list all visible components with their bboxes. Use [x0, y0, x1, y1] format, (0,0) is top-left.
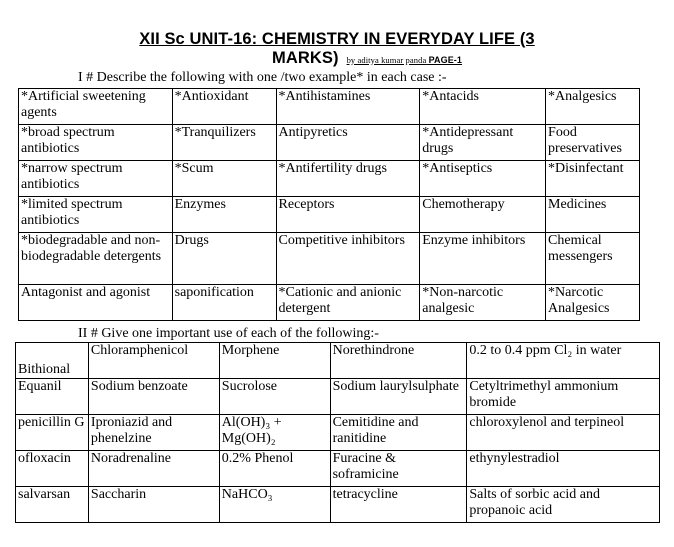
table-cell: NaHCO₃ — [219, 487, 330, 523]
table-cell: tetracycline — [330, 487, 467, 523]
table-cell: Enzymes — [172, 197, 276, 233]
table-cell: Saccharin — [88, 487, 219, 523]
describe-table — [18, 88, 640, 321]
table-cell: *Non-narcotic analgesic — [420, 285, 546, 321]
table-row — [16, 379, 660, 415]
table-cell: Chemotherapy — [420, 197, 546, 233]
table-cell: Cetyltrimethyl ammonium bromide — [467, 379, 660, 415]
table-cell: Sucrolose — [219, 379, 330, 415]
author-credit: by aditya kumar panda — [346, 55, 427, 65]
table-cell: Antipyretics — [276, 125, 420, 161]
table-cell: *Antihistamines — [276, 89, 420, 125]
table-row — [19, 89, 640, 125]
table-cell: *Scum — [172, 161, 276, 197]
table-row — [16, 415, 660, 451]
table-row — [16, 343, 660, 379]
question-2: II # Give one important use of each of the following:- — [78, 326, 379, 341]
table-cell: ethynylestradiol — [467, 451, 660, 487]
table-cell: *Disinfectant — [546, 161, 640, 197]
table-cell: *Antacids — [420, 89, 546, 125]
table-cell: Salts of sorbic acid and propanoic acid — [467, 487, 660, 523]
question-1: I # Describe the following with one /two example* in each case :- — [78, 70, 447, 85]
table-cell: Chloramphenicol — [88, 343, 219, 379]
table-cell: salvarsan — [16, 487, 89, 523]
table-row — [16, 451, 660, 487]
title-line-1: XII Sc UNIT-16: CHEMISTRY IN EVERYDAY LIFE (3 — [139, 30, 535, 48]
table-cell: Competitive inhibitors — [276, 233, 420, 285]
table-row — [19, 197, 640, 233]
table-cell: Cemitidine and ranitidine — [330, 415, 467, 451]
table-row — [16, 487, 660, 523]
table-cell: Equanil — [16, 379, 89, 415]
table-cell: *biodegradable and non-biodegradable detergents — [19, 233, 173, 285]
table-cell: Enzyme inhibitors — [420, 233, 546, 285]
table-cell: ofloxacin — [16, 451, 89, 487]
table-cell: *limited spectrum antibiotics — [19, 197, 173, 233]
table-row — [19, 285, 640, 321]
table-cell: 0.2% Phenol — [219, 451, 330, 487]
table-cell: *Antidepressant drugs — [420, 125, 546, 161]
uses-table — [15, 342, 660, 523]
byline — [347, 55, 462, 65]
table-cell: *Antifertility drugs — [276, 161, 420, 197]
table-row — [19, 233, 640, 285]
table-cell: 0.2 to 0.4 ppm Cl₂ in water — [467, 343, 660, 379]
table-cell: Medicines — [546, 197, 640, 233]
page-number: PAGE-1 — [428, 55, 463, 65]
table-cell: Sodium benzoate — [88, 379, 219, 415]
table-cell: *Antioxidant — [172, 89, 276, 125]
table-cell: chloroxylenol and terpineol — [467, 415, 660, 451]
table-cell: Food preservatives — [546, 125, 640, 161]
table-cell: Drugs — [172, 233, 276, 285]
table-row — [19, 161, 640, 197]
table-cell: Morphene — [219, 343, 330, 379]
table-cell: *Analgesics — [546, 89, 640, 125]
table-cell: *Antiseptics — [420, 161, 546, 197]
table-cell: *broad spectrum antibiotics — [19, 125, 173, 161]
table-cell: Sodium laurylsulphate — [330, 379, 467, 415]
table-cell: *narrow spectrum antibiotics — [19, 161, 173, 197]
table-cell: *Cationic and anionic detergent — [276, 285, 420, 321]
table-cell: Furacine & soframicine — [330, 451, 467, 487]
title-line-2: MARKS) — [271, 49, 339, 67]
table-cell: Chemical messengers — [546, 233, 640, 285]
table-cell: *Artificial sweetening agents — [19, 89, 173, 125]
table-cell: Antagonist and agonist — [19, 285, 173, 321]
table-row — [19, 125, 640, 161]
table-cell: *Narcotic Analgesics — [546, 285, 640, 321]
table-cell: saponification — [172, 285, 276, 321]
table-cell: Bithional — [16, 343, 89, 379]
page-title — [0, 30, 674, 70]
table-cell: Norethindrone — [330, 343, 467, 379]
table-cell: *Tranquilizers — [172, 125, 276, 161]
table-cell: penicillin G — [16, 415, 89, 451]
table-cell: Al(OH)₃ + Mg(OH)₂ — [219, 415, 330, 451]
table-cell: Iproniazid and phenelzine — [88, 415, 219, 451]
table-cell: Noradrenaline — [88, 451, 219, 487]
table-cell: Receptors — [276, 197, 420, 233]
